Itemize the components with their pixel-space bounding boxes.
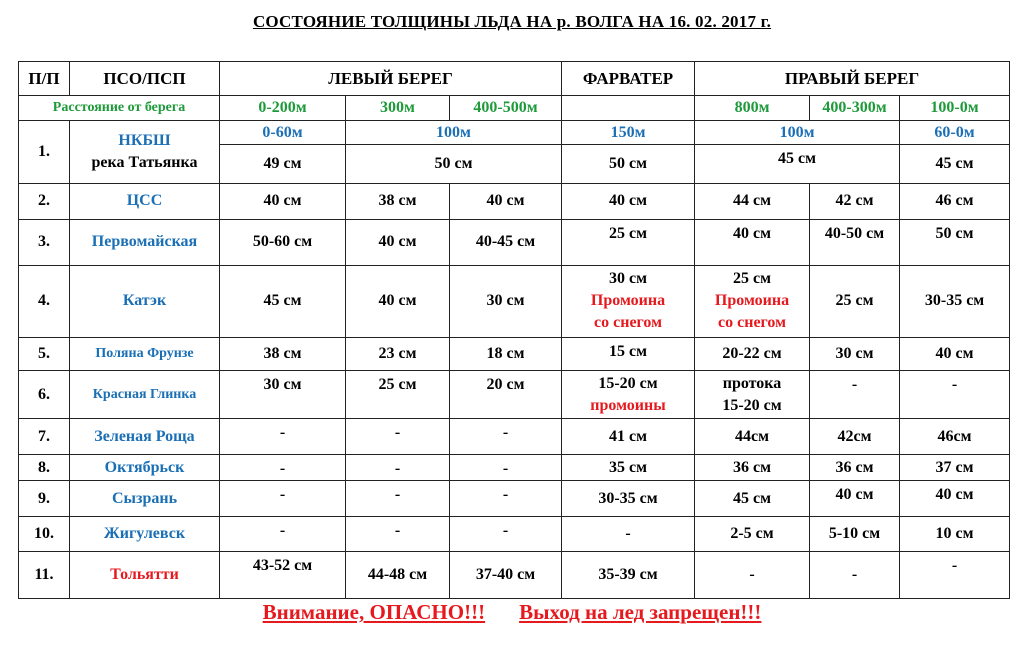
hole-note: со снегом <box>594 314 662 332</box>
ice-value: 15-20 см <box>598 374 658 392</box>
ice-cell: 45 см <box>695 481 810 516</box>
ice-cell: 40 см <box>695 219 810 265</box>
ice-cell: - <box>346 516 450 551</box>
header-fairway: ФАРВАТЕР <box>562 62 695 96</box>
header-right-bank: ПРАВЫЙ БЕРЕГ <box>695 62 1010 96</box>
row-number: 1. <box>19 121 70 184</box>
ice-cell: 35-39 см <box>562 551 695 598</box>
row-number: 6. <box>19 371 70 419</box>
ice-cell: 42 см <box>810 184 900 219</box>
ice-cell: - <box>346 419 450 455</box>
station-name <box>70 121 220 184</box>
ice-cell <box>695 371 810 419</box>
ice-cell: - <box>220 481 346 516</box>
distance-cell: 300м <box>346 96 450 121</box>
ice-cell: 30 см <box>450 265 562 337</box>
table-row <box>19 265 1010 337</box>
table-row <box>19 419 1010 455</box>
table-row <box>19 551 1010 598</box>
ice-cell: - <box>450 419 562 455</box>
ice-cell: - <box>900 551 1010 598</box>
ice-cell: 23 см <box>346 337 450 370</box>
ice-cell: - <box>450 481 562 516</box>
distance-cell: 0-200м <box>220 96 346 121</box>
ice-cell: 25 см <box>562 219 695 265</box>
row-number: 7. <box>19 419 70 455</box>
ice-cell: 40 см <box>346 265 450 337</box>
ice-cell: 10 см <box>900 516 1010 551</box>
row-number: 4. <box>19 265 70 337</box>
ice-value: 15-20 см <box>722 396 782 414</box>
ice-cell: 40 см <box>900 481 1010 516</box>
station-name: Октябрьск <box>70 455 220 481</box>
ice-cell: 38 см <box>346 184 450 219</box>
hole-note: Промоина <box>590 292 666 310</box>
danger-warning <box>0 600 1024 625</box>
ice-cell: 30 см <box>810 337 900 370</box>
ice-cell: - <box>450 455 562 481</box>
ice-cell: 45 см <box>900 145 1010 184</box>
ice-cell: - <box>810 371 900 419</box>
ice-cell: 50 см <box>900 219 1010 265</box>
station-name: Зеленая Роща <box>70 419 220 455</box>
station-name-line2: река Татьянка <box>91 154 198 172</box>
row1-distance: 150м <box>562 121 695 145</box>
ice-cell: 25 см <box>810 265 900 337</box>
ice-cell: 30 см <box>220 371 346 419</box>
ice-cell: 25 см <box>346 371 450 419</box>
ice-cell: 46см <box>900 419 1010 455</box>
ice-cell <box>562 265 695 337</box>
ice-cell: 40 см <box>562 184 695 219</box>
table-row <box>19 219 1010 265</box>
distance-cell: 800м <box>695 96 810 121</box>
ice-cell: 37-40 см <box>450 551 562 598</box>
table-row <box>19 121 1010 145</box>
ice-cell: - <box>346 455 450 481</box>
ice-cell: 44 см <box>695 184 810 219</box>
ice-cell: 44см <box>695 419 810 455</box>
ice-cell: 45 см <box>220 265 346 337</box>
ice-cell: - <box>900 371 1010 419</box>
table-row <box>19 371 1010 419</box>
ice-cell <box>562 371 695 419</box>
station-name: Красная Глинка <box>70 371 220 419</box>
ice-value: 30 см <box>609 270 648 288</box>
ice-cell: - <box>695 551 810 598</box>
ice-cell: 44-48 см <box>346 551 450 598</box>
ice-cell: 46 см <box>900 184 1010 219</box>
ice-cell: 35 см <box>562 455 695 481</box>
row-number: 11. <box>19 551 70 598</box>
ice-cell: 42см <box>810 419 900 455</box>
row-number: 5. <box>19 337 70 370</box>
ice-cell: 40-50 см <box>810 219 900 265</box>
ice-cell: - <box>562 516 695 551</box>
station-name: Жигулевск <box>70 516 220 551</box>
station-name-line1: НКБШ <box>118 132 171 150</box>
ice-cell: 45 см <box>695 145 900 184</box>
header-num: П/П <box>19 62 70 96</box>
row-number: 9. <box>19 481 70 516</box>
ice-cell: 40-45 см <box>450 219 562 265</box>
ice-cell: 15 см <box>562 337 695 370</box>
ice-cell: - <box>220 516 346 551</box>
row-number: 10. <box>19 516 70 551</box>
table-row <box>19 337 1010 370</box>
ice-cell: 40 см <box>450 184 562 219</box>
station-name: Сызрань <box>70 481 220 516</box>
header-pso: ПСО/ПСП <box>70 62 220 96</box>
distance-cell: 400-300м <box>810 96 900 121</box>
ice-cell <box>695 265 810 337</box>
warning-prohibited-text: Выход на лед запрещен!!! <box>519 600 762 624</box>
ice-cell: 20 см <box>450 371 562 419</box>
station-name: Поляна Фрунзе <box>70 337 220 370</box>
document-title: СОСТОЯНИЕ ТОЛЩИНЫ ЛЬДА НА р. ВОЛГА НА 16. 02. 2017 г. <box>252 12 772 31</box>
ice-cell: - <box>346 481 450 516</box>
distance-label: Расстояние от берега <box>19 96 220 121</box>
ice-cell: 30-35 см <box>900 265 1010 337</box>
ice-cell: 30-35 см <box>562 481 695 516</box>
station-name: Катэк <box>70 265 220 337</box>
ice-cell: 50-60 см <box>220 219 346 265</box>
ice-cell: 5-10 см <box>810 516 900 551</box>
ice-cell: - <box>450 516 562 551</box>
table-row <box>19 184 1010 219</box>
row1-distance: 0-60м <box>220 121 346 145</box>
distance-cell: 400-500м <box>450 96 562 121</box>
row-number: 2. <box>19 184 70 219</box>
warning-danger-text: Внимание, ОПАСНО!!! <box>262 600 486 624</box>
row1-distance: 60-0м <box>900 121 1010 145</box>
ice-cell: 2-5 см <box>695 516 810 551</box>
hole-note: со снегом <box>718 314 786 332</box>
distance-cell: 100-0м <box>900 96 1010 121</box>
ice-cell: - <box>220 455 346 481</box>
row-number: 3. <box>19 219 70 265</box>
hole-note: Промоина <box>714 292 790 310</box>
ice-cell: 43-52 см <box>220 551 346 598</box>
ice-value: протока <box>722 374 782 392</box>
ice-cell: 49 см <box>220 145 346 184</box>
ice-thickness-table <box>18 61 1010 599</box>
ice-cell: 40 см <box>810 481 900 516</box>
ice-value: 25 см <box>733 270 772 288</box>
table-row <box>19 481 1010 516</box>
distance-row <box>19 96 1010 121</box>
row1-distance: 100м <box>346 121 562 145</box>
ice-cell: 36 см <box>695 455 810 481</box>
ice-cell: 40 см <box>346 219 450 265</box>
distance-cell <box>562 96 695 121</box>
row1-distance: 100м <box>695 121 900 145</box>
header-left-bank: ЛЕВЫЙ БЕРЕГ <box>220 62 562 96</box>
ice-cell: - <box>220 419 346 455</box>
ice-cell: 40 см <box>900 337 1010 370</box>
ice-cell: - <box>810 551 900 598</box>
station-name: Первомайская <box>70 219 220 265</box>
station-name: Тольятти <box>70 551 220 598</box>
table-row <box>19 455 1010 481</box>
ice-cell: 40 см <box>220 184 346 219</box>
station-name: ЦСС <box>70 184 220 219</box>
row-number: 8. <box>19 455 70 481</box>
header-row <box>19 62 1010 96</box>
ice-cell: 38 см <box>220 337 346 370</box>
ice-cell: 36 см <box>810 455 900 481</box>
ice-cell: 37 см <box>900 455 1010 481</box>
hole-note: промоины <box>590 396 666 414</box>
ice-cell: 50 см <box>562 145 695 184</box>
ice-cell: 41 см <box>562 419 695 455</box>
ice-cell: 50 см <box>346 145 562 184</box>
ice-cell: 20-22 см <box>695 337 810 370</box>
table-row <box>19 516 1010 551</box>
ice-cell: 18 см <box>450 337 562 370</box>
